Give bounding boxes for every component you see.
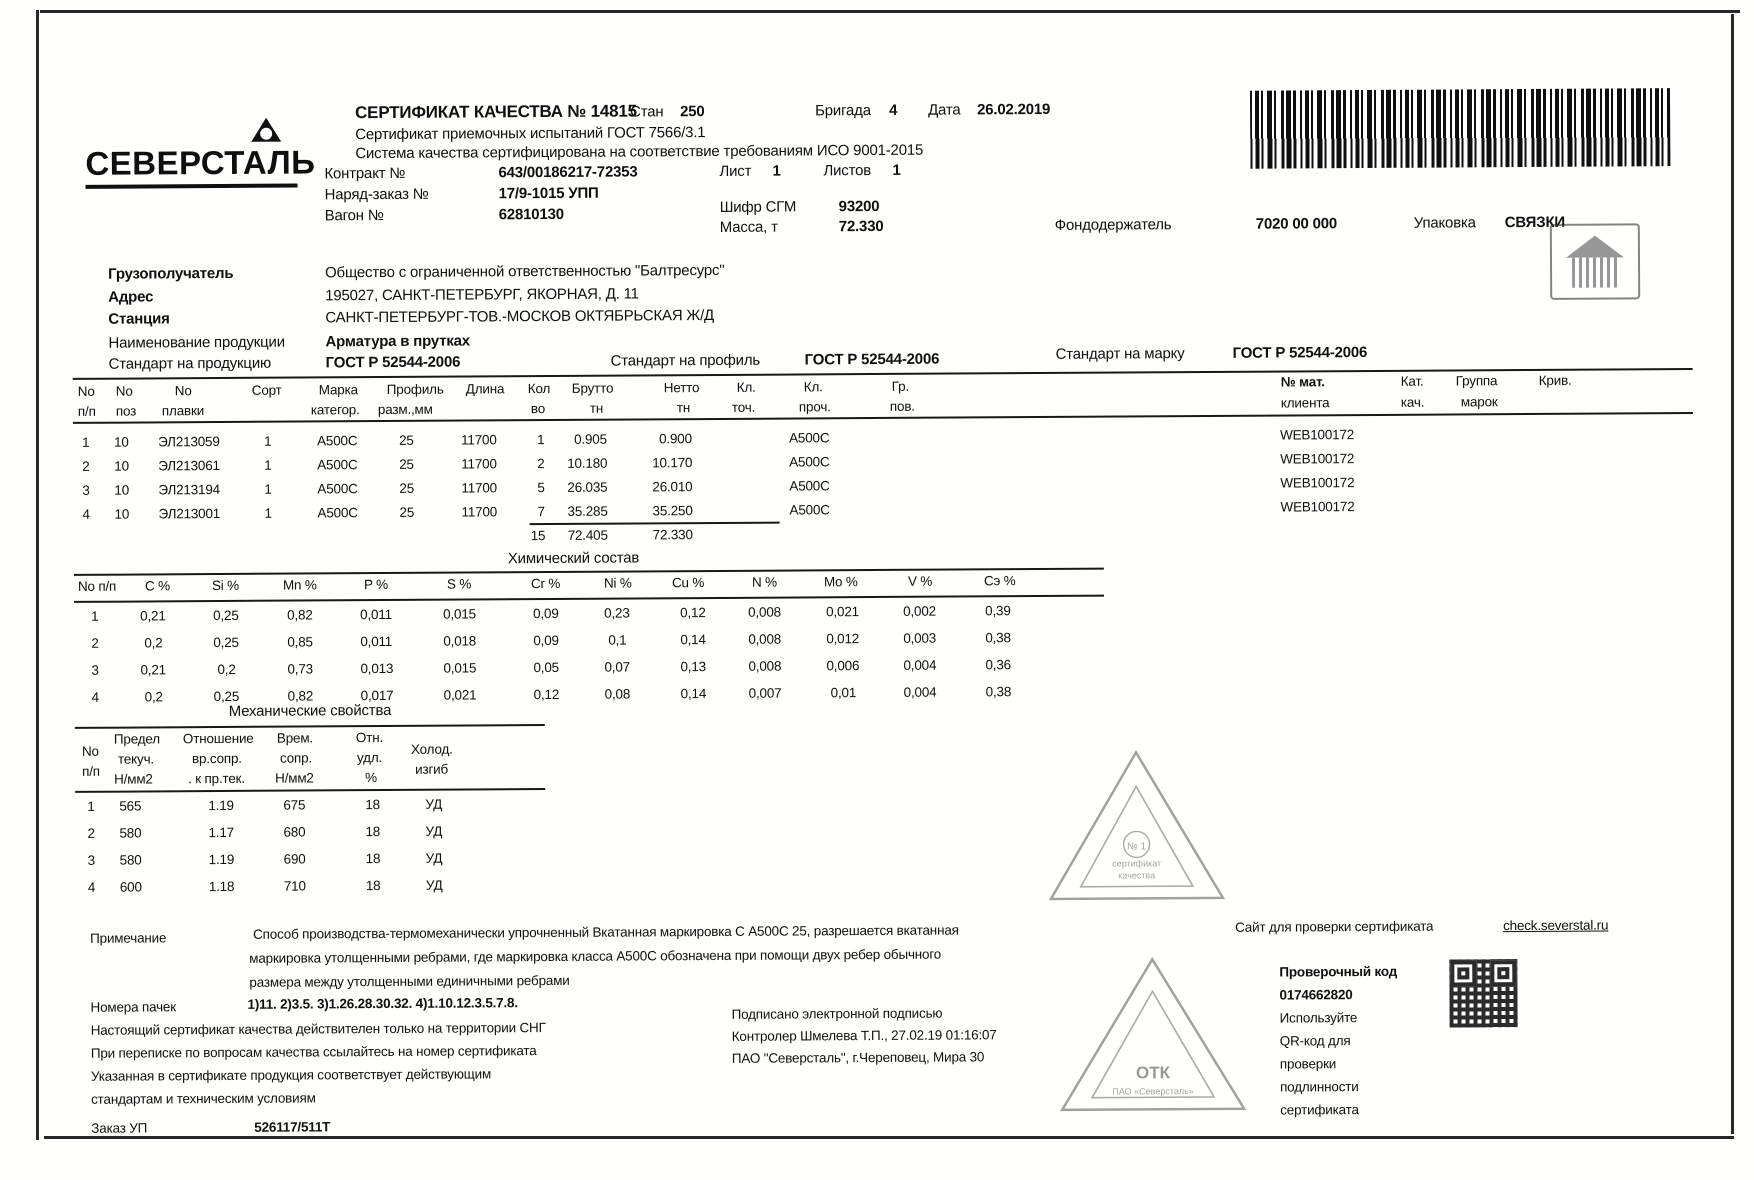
svg-text:сертификат: сертификат <box>1112 858 1162 869</box>
legal-line-1: Настоящий сертификат качества действителен только на территории СНГ <box>90 1020 546 1038</box>
mech-row: 710 <box>283 878 306 894</box>
col-curve-h1: Крив. <box>1538 372 1572 388</box>
product-standard-value: ГОСТ Р 52544-2006 <box>325 353 461 372</box>
totals-rule <box>530 522 780 525</box>
col-grade-h2: категор. <box>310 402 360 418</box>
col-cat-h2: кач. <box>1400 394 1425 410</box>
mass-label: Масса, т <box>719 218 778 236</box>
col-net-h2: тн <box>676 400 691 416</box>
chem-row: 0,007 <box>748 685 782 701</box>
wagon-value: 62810130 <box>498 205 564 224</box>
chem-row: 0,25 <box>213 634 239 651</box>
packing-label: Упаковка <box>1413 214 1476 232</box>
table-row: 25 <box>399 480 415 496</box>
chem-col-si: Si % <box>211 577 239 594</box>
mech-row: 690 <box>283 851 306 867</box>
col-heat-h1: No <box>174 383 192 399</box>
contract-value: 643/00186217-72353 <box>498 163 638 182</box>
totals-qty: 15 <box>530 528 546 544</box>
mech-col-bend-l2: изгиб <box>415 761 449 777</box>
table-row: А500С <box>789 454 830 470</box>
col-gradegroup-h1: Группа <box>1455 373 1498 389</box>
svg-text:ОТК: ОТК <box>1135 1063 1171 1083</box>
chem-row: 1 <box>91 608 99 624</box>
packing-value: СВЯЗКИ <box>1504 213 1566 232</box>
verification-instruction-4: подлинности <box>1279 1079 1359 1095</box>
date-value: 26.02.2019 <box>977 100 1051 119</box>
chem-row: 0,011 <box>360 606 392 623</box>
col-accclass-h1: Кл. <box>736 379 756 395</box>
company-logo-text: СЕВЕРСТАЛЬ <box>85 143 316 182</box>
table-row: А500С <box>317 505 358 521</box>
sgm-value: 93200 <box>838 197 880 216</box>
mech-top-rule <box>75 724 545 728</box>
chem-row: 0,25 <box>213 607 239 624</box>
table-row: 26.010 <box>652 479 693 495</box>
mech-col-bend-l1: Холод. <box>410 741 453 757</box>
chem-row: 4 <box>91 689 99 705</box>
table-row: 1 <box>537 432 545 448</box>
chem-row: 0,006 <box>826 658 860 674</box>
col-surfgroup-h2: пов. <box>889 398 915 414</box>
mech-row: УД <box>425 796 443 812</box>
mill-value: 250 <box>680 103 705 121</box>
chem-row: 0,82 <box>287 607 313 623</box>
contract-label: Контракт № <box>324 164 406 183</box>
chem-row: 0,82 <box>287 688 314 704</box>
verification-instruction-2: QR-код для <box>1279 1033 1351 1049</box>
table-row: ЭЛ213061 <box>158 458 220 474</box>
certificate-title: СЕРТИФИКАТ КАЧЕСТВА № 14815 <box>355 101 637 123</box>
chem-row: 0,14 <box>680 632 706 648</box>
table-row: 25 <box>399 432 414 448</box>
chem-row: 0,21 <box>140 608 166 624</box>
mech-row: УД <box>425 823 443 839</box>
chem-col-v: V % <box>907 573 933 589</box>
col-profile-h2: разм.,мм <box>377 401 433 418</box>
mech-col-ratio-l2: вр.сопр. <box>191 750 242 767</box>
chem-row: 0,12 <box>533 686 560 703</box>
col-np-h1: No <box>77 383 95 399</box>
note-label: Примечание <box>90 930 167 946</box>
house-stamp-roof <box>1566 235 1624 257</box>
chem-row: 0,23 <box>604 605 630 621</box>
chem-row: 0,14 <box>680 686 707 702</box>
chem-row: 0,13 <box>680 659 706 675</box>
brigade-label: Бригада <box>815 102 871 120</box>
table-row: А500С <box>317 457 358 473</box>
chem-row: 0,38 <box>985 630 1011 646</box>
mech-row: 2 <box>87 825 95 841</box>
mech-col-ratio-l1: Отношение <box>182 730 254 747</box>
mech-row: УД <box>425 850 443 866</box>
chemical-composition-title: Химический состав <box>507 549 640 568</box>
chem-row: 0,003 <box>903 630 937 646</box>
table-row: 11700 <box>461 456 497 472</box>
sheets-label: Листов <box>823 162 872 180</box>
mech-header-rule <box>75 788 545 792</box>
table-row: 1 <box>264 457 272 473</box>
table-row: 3 <box>82 482 90 498</box>
mech-row: 680 <box>283 824 306 840</box>
table-row: WEB100172 <box>1280 475 1355 491</box>
chem-col-mn: Mn % <box>282 577 317 593</box>
house-stamp <box>1550 223 1640 300</box>
chem-col-s: S % <box>446 576 472 592</box>
chem-row: 0,09 <box>533 632 559 649</box>
table-row: А500С <box>789 478 830 494</box>
col-profile-h1: Профиль <box>386 381 444 397</box>
table-row: 0.900 <box>659 431 692 447</box>
chem-col-ni: Ni % <box>603 575 632 591</box>
table-row: WEB100172 <box>1280 451 1355 467</box>
chem-row: 0,39 <box>985 603 1011 619</box>
col-pos-h1: No <box>115 383 133 399</box>
table-row: 2 <box>82 458 90 474</box>
note-line-3: размера между утолщенными единичными ребрами <box>249 972 570 990</box>
product-name-label: Наименование продукции <box>108 333 285 352</box>
signature-line-1: Подписано электронной подписью <box>731 1005 943 1022</box>
col-qty-h2: во <box>530 401 546 417</box>
table-row: А500С <box>317 481 358 497</box>
sheet-label: Лист <box>719 162 752 180</box>
main-table-top-rule <box>73 368 1693 379</box>
consignee-label: Грузополучатель <box>108 264 234 283</box>
col-gross-h2: тн <box>589 400 604 416</box>
mech-row: 1.19 <box>208 797 234 814</box>
signature-line-3: ПАО "Северсталь", г.Череповец, Мира 30 <box>731 1049 985 1066</box>
mech-col-elong-l2: удл. <box>356 750 383 766</box>
chem-row: 3 <box>91 662 99 678</box>
chem-row: 0,21 <box>140 662 167 678</box>
note-line-2: маркировка утолщенными ребрами, где маркировка класса А500С обозначена при помощи двух ребер обычного <box>249 946 942 966</box>
mill-label: Стан <box>630 103 664 121</box>
chem-row: 0,2 <box>144 689 163 705</box>
mech-col-elong-l3: % <box>365 770 377 786</box>
table-row: 1 <box>264 505 272 521</box>
chem-row: 0,36 <box>985 657 1011 673</box>
col-surfgroup-h1: Гр. <box>891 378 910 394</box>
sheet-value: 1 <box>772 162 781 180</box>
table-row: 0.905 <box>574 431 607 447</box>
verification-site-link[interactable]: check.severstal.ru <box>1503 917 1609 934</box>
table-row: ЭЛ213194 <box>158 482 220 498</box>
order-up-label: Заказ УП <box>91 1120 148 1136</box>
mech-row: 3 <box>87 852 95 868</box>
order-label: Наряд-заказ № <box>324 185 429 204</box>
table-row: 1 <box>264 481 272 497</box>
chem-col-n: N % <box>751 574 777 590</box>
chem-row: 0,017 <box>360 687 394 704</box>
col-np-h2: п/п <box>77 403 96 419</box>
otk-triangle-stamp <box>1057 953 1248 1119</box>
chem-row: 0,38 <box>985 684 1012 700</box>
chem-row: 0,09 <box>533 605 559 622</box>
table-row: 11700 <box>461 432 497 448</box>
mech-row: 1.18 <box>208 878 235 895</box>
table-row: 7 <box>537 504 545 520</box>
mechanical-properties-title: Механические свойства <box>228 701 392 720</box>
table-row: А500С <box>317 433 358 449</box>
verification-code-value: 0174662820 <box>1279 987 1353 1003</box>
table-row: 10.180 <box>567 455 608 471</box>
verification-code-label: Проверочный код <box>1279 963 1398 980</box>
consignee-value: Общество с ограниченной ответственностью "Балтресурс" <box>325 261 725 282</box>
chem-row: 0,1 <box>608 632 627 648</box>
sgm-label: Шифр СГМ <box>719 198 797 216</box>
grade-standard-value: ГОСТ Р 52544-2006 <box>1232 344 1368 362</box>
svg-text:№ 1: № 1 <box>1127 841 1147 853</box>
fundholder-label: Фондодержатель <box>1054 216 1172 234</box>
chem-row: 0,012 <box>826 631 860 647</box>
col-grade-h1: Марка <box>318 382 358 398</box>
mech-col-ratio-l3: . к пр.тек. <box>188 770 245 787</box>
qr-code[interactable] <box>1449 959 1517 1027</box>
table-row: 10 <box>114 434 129 450</box>
col-net-h1: Нетто <box>663 380 700 396</box>
table-row: 35.285 <box>567 503 608 519</box>
date-label: Дата <box>928 101 961 119</box>
table-row: 10 <box>114 482 130 498</box>
wagon-label: Вагон № <box>324 207 384 225</box>
table-row: 11700 <box>461 480 497 496</box>
quality-triangle-stamp <box>1046 746 1227 907</box>
table-row: 25 <box>399 456 414 472</box>
col-sort-h1: Сорт <box>251 382 282 398</box>
chem-col-np: No п/п <box>77 578 117 594</box>
verification-instruction-3: проверки <box>1279 1056 1337 1072</box>
col-strclass-h1: Кл. <box>803 379 823 395</box>
mech-row: 675 <box>283 797 306 813</box>
chem-row: 0,011 <box>360 633 393 650</box>
mech-row: 4 <box>87 879 96 895</box>
signature-line-2: Контролер Шмелева Т.П., 27.02.19 01:16:07 <box>731 1027 997 1044</box>
table-row: 1 <box>264 433 272 449</box>
table-row: WEB100172 <box>1280 427 1355 443</box>
chem-row: 0,004 <box>903 684 937 700</box>
chem-row: 0,25 <box>213 688 240 705</box>
table-row: 2 <box>537 456 545 472</box>
chemical-header-rule <box>74 595 1104 603</box>
bundles-value: 1)11. 2)3.5. 3)1.26.28.30.32. 4)1.10.12.3.5.7.8. <box>247 995 518 1012</box>
brigade-value: 4 <box>889 101 898 119</box>
mech-col-yield-l3: Н/мм2 <box>114 771 153 787</box>
col-clientmat-h2: клиента <box>1280 395 1330 411</box>
table-row: 1 <box>82 434 90 450</box>
barcode <box>1250 88 1670 169</box>
profile-standard-label: Стандарт на профиль <box>610 351 761 370</box>
chem-row: 0,018 <box>443 633 477 649</box>
mech-row: 18 <box>365 824 381 840</box>
chem-col-cr: Cr % <box>530 575 561 592</box>
verification-instruction-5: сертификата <box>1280 1102 1359 1118</box>
svg-text:качества: качества <box>1118 870 1156 881</box>
note-line-1: Способ производства-термомеханически упрочненный Вкатанная маркировка С А500С 25, разрешается вкатанная <box>253 922 959 942</box>
chem-row: 0,07 <box>604 659 630 675</box>
chem-row: 0,002 <box>903 603 936 619</box>
profile-standard-value: ГОСТ Р 52544-2006 <box>804 350 940 369</box>
chem-row: 0,015 <box>443 606 476 622</box>
col-accclass-h2: точ. <box>731 399 756 415</box>
mech-row: УД <box>425 877 443 893</box>
table-row: 10.170 <box>652 455 693 471</box>
logo-underline <box>86 184 298 189</box>
mech-col-np-l1: No <box>81 743 99 759</box>
order-value: 17/9-1015 УПП <box>498 184 599 203</box>
mech-col-np-l2: п/п <box>82 763 100 779</box>
mech-row: 1.17 <box>208 824 234 841</box>
col-strclass-h2: проч. <box>798 399 831 415</box>
table-row: 11700 <box>461 504 498 520</box>
chem-row: 0,004 <box>903 657 937 673</box>
mech-row: 580 <box>119 852 142 868</box>
table-row: 25 <box>399 504 415 520</box>
house-stamp-body <box>1572 257 1618 287</box>
col-heat-h2: плавки <box>161 403 205 419</box>
table-row: ЭЛ213059 <box>158 434 220 450</box>
grade-standard-label: Стандарт на марку <box>1055 345 1185 363</box>
mech-row: 600 <box>119 879 142 895</box>
svg-text:ПАО «Северсталь»: ПАО «Северсталь» <box>1112 1086 1194 1097</box>
product-standard-label: Стандарт на продукцию <box>108 354 272 373</box>
mech-col-elong-l1: Отн. <box>355 730 384 746</box>
chem-row: 0,013 <box>360 660 394 677</box>
col-qty-h1: Кол <box>527 380 551 397</box>
table-row: 10 <box>114 506 130 522</box>
chem-col-ce: Сэ % <box>983 573 1016 589</box>
fundholder-value: 7020 00 000 <box>1255 215 1338 233</box>
chem-row: 0,008 <box>748 631 782 647</box>
chem-col-c: C % <box>144 578 170 594</box>
chem-row: 0,2 <box>144 635 163 651</box>
table-row: А500С <box>789 502 830 518</box>
col-gross-h1: Брутто <box>571 380 614 396</box>
iso-subtitle: Система качества сертифицирована на соответствие требованиям ИСО 9001-2015 <box>355 141 924 163</box>
chem-row: 0,73 <box>287 661 314 677</box>
col-pos-h2: поз <box>115 403 137 419</box>
address-value: 195027, САНКТ-ПЕТЕРБУРГ, ЯКОРНАЯ, Д. 11 <box>325 285 639 305</box>
station-value: САНКТ-ПЕТЕРБУРГ-ТОВ.-МОСКОВ ОКТЯБРЬСКАЯ Ж/Д <box>325 306 715 327</box>
mech-row: 565 <box>119 798 142 814</box>
order-up-value: 526117/511Т <box>254 1119 331 1135</box>
table-row: 5 <box>537 480 545 496</box>
legal-line-2: При переписке по вопросам качества ссылайтесь на номер сертификата <box>90 1043 537 1061</box>
chem-row: 0,12 <box>680 605 706 621</box>
mech-col-tensile-l2: сопр. <box>279 750 313 766</box>
chem-row: 0,85 <box>287 634 313 650</box>
mech-col-tensile-l3: Н/мм2 <box>275 770 314 786</box>
mech-row: 18 <box>365 878 381 894</box>
chem-col-p: P % <box>363 576 388 593</box>
table-row: 10 <box>114 458 129 474</box>
mech-col-yield-l2: текуч. <box>117 751 155 767</box>
legal-line-4: стандартам и техническим условиям <box>91 1090 316 1107</box>
mech-row: 1.19 <box>208 851 235 868</box>
table-row: WEB100172 <box>1280 499 1355 515</box>
totals-net: 72.330 <box>652 527 693 543</box>
table-row: А500С <box>789 430 830 446</box>
totals-gross: 72.405 <box>567 527 608 543</box>
mech-row: 18 <box>365 851 381 867</box>
chem-col-cu: Cu % <box>671 575 705 591</box>
table-row: 4 <box>82 506 90 522</box>
table-row: ЭЛ213001 <box>158 506 221 522</box>
chem-col-mo: Mo % <box>823 574 858 590</box>
bundles-label: Номера пачек <box>90 999 176 1015</box>
mech-row: 1 <box>87 798 95 814</box>
mech-row: 580 <box>119 825 142 841</box>
chem-row: 0,021 <box>443 687 477 703</box>
table-row: 35.250 <box>652 503 693 519</box>
acceptance-subtitle: Сертификат приемочных испытаний ГОСТ 7566/3.1 <box>355 124 706 144</box>
chem-row: 2 <box>91 635 99 651</box>
mech-col-yield-l1: Предел <box>113 731 160 747</box>
mass-value: 72.330 <box>838 217 884 236</box>
chem-row: 0,01 <box>830 685 857 701</box>
table-row: 26.035 <box>567 479 608 495</box>
chem-row: 0,021 <box>826 604 859 620</box>
verification-instruction-1: Используйте <box>1279 1010 1358 1026</box>
col-cat-h1: Кат. <box>1400 373 1424 389</box>
chem-row: 0,2 <box>217 661 236 678</box>
sheets-value: 1 <box>892 161 901 179</box>
chem-row: 0,015 <box>443 660 477 676</box>
col-clientmat-h1: № мат. <box>1280 374 1325 390</box>
station-label: Станция <box>108 310 170 328</box>
product-name-value: Арматура в прутках <box>325 332 470 351</box>
mech-row: 18 <box>365 797 380 813</box>
chemical-top-rule <box>74 568 1104 576</box>
chem-row: 0,008 <box>748 658 782 674</box>
chem-row: 0,008 <box>748 604 781 620</box>
chem-row: 0,05 <box>533 659 559 676</box>
col-length-h1: Длина <box>465 381 505 397</box>
verification-site-label: Сайт для проверки сертификата <box>1235 918 1434 935</box>
severstal-logo-icon <box>249 116 283 146</box>
address-label: Адрес <box>108 288 154 306</box>
legal-line-3: Указанная в сертификате продукция соответствует действующим <box>90 1066 492 1084</box>
mech-col-tensile-l1: Врем. <box>276 730 314 746</box>
col-gradegroup-h2: марок <box>1460 394 1498 410</box>
chem-row: 0,08 <box>604 686 631 702</box>
